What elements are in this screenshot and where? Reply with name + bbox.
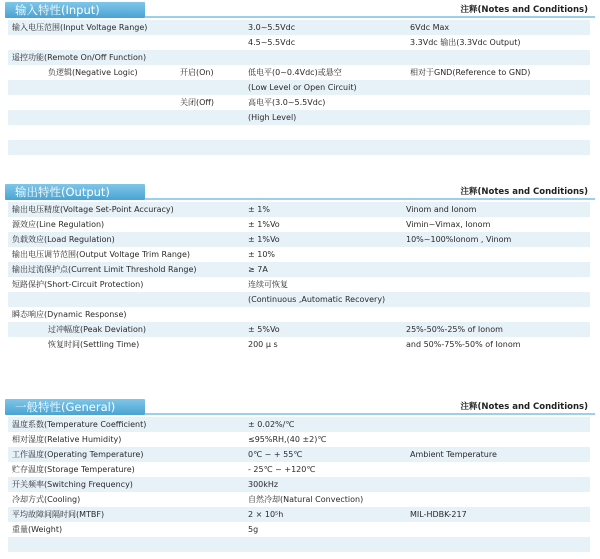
param-label: 瞬态响应(Dynamic Response) <box>12 310 127 319</box>
output-section-title: 输出特性(Output) <box>5 184 145 200</box>
param-label: 平均故障间隔时间(MTBF) <box>12 510 105 519</box>
table-row <box>8 507 590 522</box>
table-row <box>8 277 590 292</box>
output-table <box>8 202 590 352</box>
param-label: 短路保护(Short-Circuit Protection) <box>12 280 144 289</box>
param-label: 负载效应(Load Regulation) <box>12 235 115 244</box>
param-state: 关闭(Off) <box>180 98 215 107</box>
general-section <box>0 399 600 534</box>
table-row <box>8 417 590 432</box>
param-label: 输出过流保护点(Current Limit Threshold Range) <box>12 265 197 274</box>
table-row <box>8 95 590 110</box>
param-label: 输出电压调节范围(Output Voltage Trim Range) <box>12 250 191 259</box>
output-section-header <box>0 184 600 201</box>
input-section <box>0 2 600 122</box>
param-label: 遥控功能(Remote On/Off Function) <box>12 53 147 62</box>
param-value: ± 1% <box>248 205 270 214</box>
table-row <box>8 432 590 447</box>
param-note: 3.3Vdc 输出(3.3Vdc Output) <box>410 38 521 47</box>
table-row <box>8 337 590 352</box>
table-row <box>8 262 590 277</box>
param-value: - 25℃ ~ +120℃ <box>248 465 316 474</box>
param-value: ± 1%Vo <box>248 220 280 229</box>
param-value: 低电平(0~0.4Vdc)或悬空 <box>248 68 342 77</box>
param-value: 4.5~5.5Vdc <box>248 38 296 47</box>
param-note: Vimin~Vimax, Ionom <box>406 220 491 229</box>
table-row <box>8 522 590 537</box>
param-label: 重量(Weight) <box>12 525 63 534</box>
output-notes-header: 注释(Notes and Conditions) <box>460 187 588 197</box>
table-row <box>8 20 590 35</box>
param-label: 贮存温度(Storage Temperature) <box>12 465 135 474</box>
param-label: 开关频率(Switching Frequency) <box>12 480 133 489</box>
param-label: 输入电压范围(Input Voltage Range) <box>12 23 148 32</box>
general-notes-header: 注释(Notes and Conditions) <box>460 402 588 412</box>
param-label: 工作温度(Operating Temperature) <box>12 450 144 459</box>
table-row <box>8 110 590 125</box>
param-value: 自然冷却(Natural Convection) <box>248 495 364 504</box>
param-label: 源效应(Line Regulation) <box>12 220 105 229</box>
table-row <box>8 447 590 462</box>
param-note: MIL-HDBK-217 <box>410 510 467 519</box>
table-row <box>8 50 590 65</box>
param-value: ≤95%RH,(40 ±2)℃ <box>248 435 327 444</box>
general-table <box>8 417 590 552</box>
param-value: (Continuous ,Automatic Recovery) <box>248 295 386 304</box>
param-value: 5g <box>248 525 259 534</box>
table-row <box>8 232 590 247</box>
param-note: Vinom and Ionom <box>406 205 477 214</box>
table-row <box>8 80 590 95</box>
table-row <box>8 292 590 307</box>
param-label: 相对湿度(Relative Humidity) <box>12 435 122 444</box>
table-row <box>8 65 590 80</box>
input-section-title: 输入特性(Input) <box>5 2 145 18</box>
param-note: 10%~100%Ionom , Vinom <box>406 235 512 244</box>
param-value: 2 × 10⁵h <box>248 510 284 519</box>
param-note: 25%-50%-25% of Ionom <box>406 325 503 334</box>
param-note: 6Vdc Max <box>410 23 450 32</box>
output-section <box>0 184 600 349</box>
param-note: Ambient Temperature <box>410 450 497 459</box>
table-row <box>8 140 590 155</box>
table-row <box>8 202 590 217</box>
table-row <box>8 125 590 140</box>
table-row <box>8 462 590 477</box>
param-value: 高电平(3.0~5.5Vdc) <box>248 98 326 107</box>
param-value: ± 10% <box>248 250 276 259</box>
param-note: 相对于GND(Reference to GND) <box>410 68 531 77</box>
general-section-title: 一般特性(General) <box>5 399 145 415</box>
table-row <box>8 247 590 262</box>
table-row <box>8 217 590 232</box>
table-row <box>8 492 590 507</box>
input-notes-header: 注释(Notes and Conditions) <box>460 5 588 15</box>
param-value: 0℃ ~ + 55℃ <box>248 450 303 459</box>
table-row <box>8 537 590 552</box>
param-value: 200 μ s <box>248 340 278 349</box>
param-value: ± 0.02%/℃ <box>248 420 295 429</box>
input-section-header <box>0 2 600 19</box>
table-row <box>8 322 590 337</box>
param-value: ± 1%Vo <box>248 235 280 244</box>
input-table <box>8 20 590 155</box>
param-value: (Low Level or Open Circuit) <box>248 83 357 92</box>
param-label: 冷却方式(Cooling) <box>12 495 81 504</box>
param-label: 过冲幅度(Peak Deviation) <box>48 325 147 334</box>
param-label: 恢复时间(Settling Time) <box>48 340 140 349</box>
param-value: 3.0~5.5Vdc <box>248 23 296 32</box>
param-value: (High Level) <box>248 113 297 122</box>
param-state: 开启(On) <box>180 68 214 77</box>
table-row <box>8 35 590 50</box>
param-value: 连续可恢复 <box>248 280 288 289</box>
param-label: 负逻辑(Negative Logic) <box>48 68 138 77</box>
param-note: and 50%-75%-50% of Ionom <box>406 340 521 349</box>
param-label: 输出电压精度(Voltage Set-Point Accuracy) <box>12 205 174 214</box>
table-row <box>8 477 590 492</box>
param-label: 温度系数(Temperature Coefficient) <box>12 420 147 429</box>
param-value: 300kHz <box>248 480 279 489</box>
param-value: ≥ 7A <box>248 265 268 274</box>
param-value: ± 5%Vo <box>248 325 280 334</box>
table-row <box>8 307 590 322</box>
general-section-header <box>0 399 600 416</box>
